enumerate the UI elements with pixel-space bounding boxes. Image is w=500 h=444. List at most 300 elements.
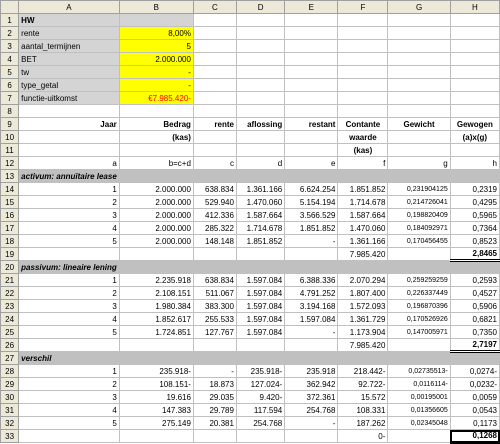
- cell-g10[interactable]: [388, 131, 450, 144]
- cell-g19[interactable]: [388, 248, 450, 261]
- cell-b25[interactable]: 1.724.851: [119, 326, 193, 339]
- cell-a10[interactable]: [19, 131, 120, 144]
- cell-b1[interactable]: [119, 14, 193, 27]
- cell-c3[interactable]: [193, 40, 236, 53]
- cell-f21[interactable]: 2.070.294: [338, 274, 388, 287]
- row-header-28[interactable]: 28: [1, 365, 19, 378]
- cell-c6[interactable]: [193, 79, 236, 92]
- cell-f11[interactable]: (kas): [338, 144, 388, 157]
- select-all-corner[interactable]: [1, 1, 19, 14]
- cell-h13[interactable]: [450, 170, 499, 183]
- cell-c20[interactable]: [193, 261, 236, 274]
- cell-f4[interactable]: [338, 53, 388, 66]
- row-header-11[interactable]: 11: [1, 144, 19, 157]
- row-header-15[interactable]: 15: [1, 196, 19, 209]
- cell-h6[interactable]: [450, 79, 499, 92]
- cell-e4[interactable]: [285, 53, 338, 66]
- cell-a27[interactable]: verschil: [19, 352, 120, 365]
- cell-b20[interactable]: [119, 261, 193, 274]
- cell-c14[interactable]: 638.834: [193, 183, 236, 196]
- cell-f2[interactable]: [338, 27, 388, 40]
- cell-g9[interactable]: Gewicht: [388, 118, 450, 131]
- cell-h28[interactable]: 0,0274-: [450, 365, 499, 378]
- column-header-a[interactable]: A: [19, 1, 120, 14]
- cell-f23[interactable]: 1.572.093: [338, 300, 388, 313]
- cell-h10[interactable]: (a)x(g): [450, 131, 499, 144]
- cell-c33[interactable]: [193, 430, 236, 443]
- cell-b6[interactable]: -: [119, 79, 193, 92]
- cell-c31[interactable]: 29.789: [193, 404, 236, 417]
- cell-f32[interactable]: 187.262: [338, 417, 388, 430]
- cell-g1[interactable]: [388, 14, 450, 27]
- cell-g30[interactable]: 0,00195001: [388, 391, 450, 404]
- cell-g26[interactable]: [388, 339, 450, 352]
- cell-f3[interactable]: [338, 40, 388, 53]
- cell-h5[interactable]: [450, 66, 499, 79]
- cell-f12[interactable]: f: [338, 157, 388, 170]
- cell-e1[interactable]: [285, 14, 338, 27]
- cell-f30[interactable]: 15.572: [338, 391, 388, 404]
- row-header-2[interactable]: 2: [1, 27, 19, 40]
- cell-g2[interactable]: [388, 27, 450, 40]
- cell-h11[interactable]: [450, 144, 499, 157]
- cell-d20[interactable]: [236, 261, 284, 274]
- cell-d14[interactable]: 1.361.166: [236, 183, 284, 196]
- cell-f14[interactable]: 1.851.852: [338, 183, 388, 196]
- cell-c8[interactable]: [193, 105, 236, 118]
- row-header-9[interactable]: 9: [1, 118, 19, 131]
- cell-c25[interactable]: 127.767: [193, 326, 236, 339]
- cell-h27[interactable]: [450, 352, 499, 365]
- row-header-10[interactable]: 10: [1, 131, 19, 144]
- cell-e8[interactable]: [285, 105, 338, 118]
- cell-a19[interactable]: [19, 248, 120, 261]
- cell-h32[interactable]: 0,1173: [450, 417, 499, 430]
- row-header-3[interactable]: 3: [1, 40, 19, 53]
- cell-f25[interactable]: 1.173.904: [338, 326, 388, 339]
- cell-d13[interactable]: [236, 170, 284, 183]
- cell-e6[interactable]: [285, 79, 338, 92]
- cell-b5[interactable]: -: [119, 66, 193, 79]
- cell-f29[interactable]: 92.722-: [338, 378, 388, 391]
- cell-b19[interactable]: [119, 248, 193, 261]
- cell-e13[interactable]: [285, 170, 338, 183]
- cell-h8[interactable]: [450, 105, 499, 118]
- cell-a14[interactable]: 1: [19, 183, 120, 196]
- cell-e29[interactable]: 362.942: [285, 378, 338, 391]
- row-header-19[interactable]: 19: [1, 248, 19, 261]
- cell-b2[interactable]: 8,00%: [119, 27, 193, 40]
- cell-a13[interactable]: activum: annuïtaire lease: [19, 170, 120, 183]
- cell-g33[interactable]: [388, 430, 450, 443]
- cell-e20[interactable]: [285, 261, 338, 274]
- cell-e19[interactable]: [285, 248, 338, 261]
- cell-b21[interactable]: 2.235.918: [119, 274, 193, 287]
- cell-e10[interactable]: [285, 131, 338, 144]
- row-header-6[interactable]: 6: [1, 79, 19, 92]
- cell-g16[interactable]: 0,198820409: [388, 209, 450, 222]
- cell-h30[interactable]: 0,0059: [450, 391, 499, 404]
- cell-b7[interactable]: €7.985.420-: [119, 92, 193, 105]
- cell-h3[interactable]: [450, 40, 499, 53]
- row-header-4[interactable]: 4: [1, 53, 19, 66]
- cell-a18[interactable]: 5: [19, 235, 120, 248]
- cell-a22[interactable]: 2: [19, 287, 120, 300]
- cell-a16[interactable]: 3: [19, 209, 120, 222]
- cell-a23[interactable]: 3: [19, 300, 120, 313]
- cell-a26[interactable]: [19, 339, 120, 352]
- cell-e12[interactable]: e: [285, 157, 338, 170]
- cell-h19[interactable]: 2,8465: [450, 248, 499, 261]
- cell-a30[interactable]: 3: [19, 391, 120, 404]
- cell-b10[interactable]: (kas): [119, 131, 193, 144]
- cell-a9[interactable]: Jaar: [19, 118, 120, 131]
- cell-f33[interactable]: 0-: [338, 430, 388, 443]
- row-header-29[interactable]: 29: [1, 378, 19, 391]
- cell-f24[interactable]: 1.361.729: [338, 313, 388, 326]
- cell-d27[interactable]: [236, 352, 284, 365]
- cell-a17[interactable]: 4: [19, 222, 120, 235]
- row-header-27[interactable]: 27: [1, 352, 19, 365]
- cell-h16[interactable]: 0,5965: [450, 209, 499, 222]
- cell-d16[interactable]: 1.587.664: [236, 209, 284, 222]
- cell-d12[interactable]: d: [236, 157, 284, 170]
- cell-f26[interactable]: 7.985.420: [338, 339, 388, 352]
- column-header-c[interactable]: C: [193, 1, 236, 14]
- row-header-31[interactable]: 31: [1, 404, 19, 417]
- cell-d5[interactable]: [236, 66, 284, 79]
- row-header-16[interactable]: 16: [1, 209, 19, 222]
- cell-d30[interactable]: 9.420-: [236, 391, 284, 404]
- cell-g17[interactable]: 0,184092971: [388, 222, 450, 235]
- cell-d23[interactable]: 1.597.084: [236, 300, 284, 313]
- cell-b12[interactable]: b=c+d: [119, 157, 193, 170]
- cell-d28[interactable]: 235.918-: [236, 365, 284, 378]
- cell-e7[interactable]: [285, 92, 338, 105]
- cell-a3[interactable]: aantal_termijnen: [19, 40, 120, 53]
- cell-h15[interactable]: 0,4295: [450, 196, 499, 209]
- cell-d17[interactable]: 1.714.678: [236, 222, 284, 235]
- cell-e32[interactable]: -: [285, 417, 338, 430]
- cell-d18[interactable]: 1.851.852: [236, 235, 284, 248]
- cell-a20[interactable]: passivum: lineaire lening: [19, 261, 120, 274]
- cell-d31[interactable]: 117.594: [236, 404, 284, 417]
- cell-g13[interactable]: [388, 170, 450, 183]
- cell-a21[interactable]: 1: [19, 274, 120, 287]
- cell-c2[interactable]: [193, 27, 236, 40]
- cell-c10[interactable]: [193, 131, 236, 144]
- cell-b24[interactable]: 1.852.617: [119, 313, 193, 326]
- cell-f10[interactable]: waarde: [338, 131, 388, 144]
- cell-g23[interactable]: 0,196870396: [388, 300, 450, 313]
- cell-a5[interactable]: tw: [19, 66, 120, 79]
- cell-a4[interactable]: BET: [19, 53, 120, 66]
- row-header-13[interactable]: 13: [1, 170, 19, 183]
- cell-b17[interactable]: 2.000.000: [119, 222, 193, 235]
- cell-c13[interactable]: [193, 170, 236, 183]
- cell-a29[interactable]: 2: [19, 378, 120, 391]
- row-header-20[interactable]: 20: [1, 261, 19, 274]
- cell-b15[interactable]: 2.000.000: [119, 196, 193, 209]
- cell-b23[interactable]: 1.980.384: [119, 300, 193, 313]
- cell-h24[interactable]: 0,6821: [450, 313, 499, 326]
- row-header-30[interactable]: 30: [1, 391, 19, 404]
- cell-f8[interactable]: [338, 105, 388, 118]
- cell-c5[interactable]: [193, 66, 236, 79]
- cell-f27[interactable]: [338, 352, 388, 365]
- cell-d25[interactable]: 1.597.084: [236, 326, 284, 339]
- cell-h17[interactable]: 0,7364: [450, 222, 499, 235]
- cell-b28[interactable]: 235.918-: [119, 365, 193, 378]
- cell-e14[interactable]: 6.624.254: [285, 183, 338, 196]
- cell-a32[interactable]: 5: [19, 417, 120, 430]
- cell-a7[interactable]: functie-uitkomst: [19, 92, 120, 105]
- cell-f1[interactable]: [338, 14, 388, 27]
- cell-c9[interactable]: rente: [193, 118, 236, 131]
- cell-g3[interactable]: [388, 40, 450, 53]
- cell-e25[interactable]: -: [285, 326, 338, 339]
- cell-g8[interactable]: [388, 105, 450, 118]
- cell-f15[interactable]: 1.714.678: [338, 196, 388, 209]
- cell-g15[interactable]: 0,214726041: [388, 196, 450, 209]
- row-header-1[interactable]: 1: [1, 14, 19, 27]
- cell-d32[interactable]: 254.768: [236, 417, 284, 430]
- cell-g5[interactable]: [388, 66, 450, 79]
- cell-e33[interactable]: [285, 430, 338, 443]
- cell-h26[interactable]: 2,7197: [450, 339, 499, 352]
- cell-a15[interactable]: 2: [19, 196, 120, 209]
- cell-d10[interactable]: [236, 131, 284, 144]
- cell-f13[interactable]: [338, 170, 388, 183]
- cell-a2[interactable]: rente: [19, 27, 120, 40]
- cell-b8[interactable]: [119, 105, 193, 118]
- cell-d24[interactable]: 1.597.084: [236, 313, 284, 326]
- cell-h25[interactable]: 0,7350: [450, 326, 499, 339]
- cell-c12[interactable]: c: [193, 157, 236, 170]
- cell-e21[interactable]: 6.388.336: [285, 274, 338, 287]
- cell-d33[interactable]: [236, 430, 284, 443]
- cell-h31[interactable]: 0,0543: [450, 404, 499, 417]
- row-header-33[interactable]: 33: [1, 430, 19, 443]
- cell-c1[interactable]: [193, 14, 236, 27]
- row-header-8[interactable]: 8: [1, 105, 19, 118]
- cell-b30[interactable]: 19.616: [119, 391, 193, 404]
- cell-a11[interactable]: [19, 144, 120, 157]
- cell-c15[interactable]: 529.940: [193, 196, 236, 209]
- cell-g28[interactable]: 0,02735513-: [388, 365, 450, 378]
- cell-f31[interactable]: 108.331: [338, 404, 388, 417]
- cell-c30[interactable]: 29.035: [193, 391, 236, 404]
- cell-a28[interactable]: 1: [19, 365, 120, 378]
- cell-h20[interactable]: [450, 261, 499, 274]
- cell-a8[interactable]: [19, 105, 120, 118]
- cell-h7[interactable]: [450, 92, 499, 105]
- cell-e31[interactable]: 254.768: [285, 404, 338, 417]
- cell-g14[interactable]: 0,231904125: [388, 183, 450, 196]
- cell-d9[interactable]: aflossing: [236, 118, 284, 131]
- cell-h23[interactable]: 0,5906: [450, 300, 499, 313]
- cell-c19[interactable]: [193, 248, 236, 261]
- cell-d26[interactable]: [236, 339, 284, 352]
- cell-c29[interactable]: 18.873: [193, 378, 236, 391]
- cell-h1[interactable]: [450, 14, 499, 27]
- cell-h12[interactable]: h: [450, 157, 499, 170]
- cell-d3[interactable]: [236, 40, 284, 53]
- row-header-24[interactable]: 24: [1, 313, 19, 326]
- cell-e24[interactable]: 1.597.084: [285, 313, 338, 326]
- row-header-21[interactable]: 21: [1, 274, 19, 287]
- cell-f18[interactable]: 1.361.166: [338, 235, 388, 248]
- cell-b31[interactable]: 147.383: [119, 404, 193, 417]
- cell-d7[interactable]: [236, 92, 284, 105]
- column-header-d[interactable]: D: [236, 1, 284, 14]
- cell-h14[interactable]: 0,2319: [450, 183, 499, 196]
- cell-e18[interactable]: -: [285, 235, 338, 248]
- cell-c24[interactable]: 255.533: [193, 313, 236, 326]
- cell-e30[interactable]: 372.361: [285, 391, 338, 404]
- cell-g6[interactable]: [388, 79, 450, 92]
- cell-b4[interactable]: 2.000.000: [119, 53, 193, 66]
- cell-h4[interactable]: [450, 53, 499, 66]
- cell-d19[interactable]: [236, 248, 284, 261]
- column-header-h[interactable]: H: [450, 1, 499, 14]
- cell-h9[interactable]: Gewogen: [450, 118, 499, 131]
- cell-e22[interactable]: 4.791.252: [285, 287, 338, 300]
- cell-a1[interactable]: HW: [19, 14, 120, 27]
- cell-g20[interactable]: [388, 261, 450, 274]
- cell-a24[interactable]: 4: [19, 313, 120, 326]
- cell-f6[interactable]: [338, 79, 388, 92]
- cell-d2[interactable]: [236, 27, 284, 40]
- cell-d21[interactable]: 1.597.084: [236, 274, 284, 287]
- cell-c18[interactable]: 148.148: [193, 235, 236, 248]
- column-header-g[interactable]: G: [388, 1, 450, 14]
- cell-d8[interactable]: [236, 105, 284, 118]
- cell-e2[interactable]: [285, 27, 338, 40]
- cell-b29[interactable]: 108.151-: [119, 378, 193, 391]
- cell-c28[interactable]: -: [193, 365, 236, 378]
- cell-f22[interactable]: 1.807.400: [338, 287, 388, 300]
- cell-b27[interactable]: [119, 352, 193, 365]
- cell-d29[interactable]: 127.024-: [236, 378, 284, 391]
- cell-f5[interactable]: [338, 66, 388, 79]
- row-header-26[interactable]: 26: [1, 339, 19, 352]
- cell-h22[interactable]: 0,4527: [450, 287, 499, 300]
- cell-b9[interactable]: Bedrag: [119, 118, 193, 131]
- cell-g24[interactable]: 0,170526926: [388, 313, 450, 326]
- cell-e28[interactable]: 235.918: [285, 365, 338, 378]
- cell-a12[interactable]: a: [19, 157, 120, 170]
- cell-g32[interactable]: 0,02345048: [388, 417, 450, 430]
- cell-c4[interactable]: [193, 53, 236, 66]
- cell-h2[interactable]: [450, 27, 499, 40]
- cell-h21[interactable]: 0,2593: [450, 274, 499, 287]
- row-header-17[interactable]: 17: [1, 222, 19, 235]
- cell-e9[interactable]: restant: [285, 118, 338, 131]
- cell-b11[interactable]: [119, 144, 193, 157]
- cell-c32[interactable]: 20.381: [193, 417, 236, 430]
- cell-a33[interactable]: [19, 430, 120, 443]
- cell-e15[interactable]: 5.154.194: [285, 196, 338, 209]
- cell-e16[interactable]: 3.566.529: [285, 209, 338, 222]
- cell-h29[interactable]: 0,0232-: [450, 378, 499, 391]
- cell-f17[interactable]: 1.470.060: [338, 222, 388, 235]
- cell-g7[interactable]: [388, 92, 450, 105]
- cell-g31[interactable]: 0,01356605: [388, 404, 450, 417]
- cell-d22[interactable]: 1.597.084: [236, 287, 284, 300]
- cell-e11[interactable]: [285, 144, 338, 157]
- cell-f28[interactable]: 218.442-: [338, 365, 388, 378]
- cell-h33[interactable]: 0,1268: [450, 430, 499, 443]
- cell-d1[interactable]: [236, 14, 284, 27]
- cell-a25[interactable]: 5: [19, 326, 120, 339]
- cell-b26[interactable]: [119, 339, 193, 352]
- cell-c11[interactable]: [193, 144, 236, 157]
- cell-e3[interactable]: [285, 40, 338, 53]
- cell-b32[interactable]: 275.149: [119, 417, 193, 430]
- row-header-18[interactable]: 18: [1, 235, 19, 248]
- cell-b13[interactable]: [119, 170, 193, 183]
- cell-c16[interactable]: 412.336: [193, 209, 236, 222]
- cell-c22[interactable]: 511.067: [193, 287, 236, 300]
- row-header-12[interactable]: 12: [1, 157, 19, 170]
- row-header-23[interactable]: 23: [1, 300, 19, 313]
- row-header-25[interactable]: 25: [1, 326, 19, 339]
- cell-f19[interactable]: 7.985.420: [338, 248, 388, 261]
- row-header-22[interactable]: 22: [1, 287, 19, 300]
- cell-g18[interactable]: 0,170456455: [388, 235, 450, 248]
- column-header-b[interactable]: B: [119, 1, 193, 14]
- cell-g29[interactable]: 0,0116114-: [388, 378, 450, 391]
- cell-a31[interactable]: 4: [19, 404, 120, 417]
- cell-b18[interactable]: 2.000.000: [119, 235, 193, 248]
- row-header-7[interactable]: 7: [1, 92, 19, 105]
- cell-g22[interactable]: 0,226337449: [388, 287, 450, 300]
- cell-d4[interactable]: [236, 53, 284, 66]
- cell-f9[interactable]: Contante: [338, 118, 388, 131]
- cell-c23[interactable]: 383.300: [193, 300, 236, 313]
- column-header-f[interactable]: F: [338, 1, 388, 14]
- column-header-e[interactable]: E: [285, 1, 338, 14]
- row-header-14[interactable]: 14: [1, 183, 19, 196]
- cell-e27[interactable]: [285, 352, 338, 365]
- row-header-32[interactable]: 32: [1, 417, 19, 430]
- cell-f7[interactable]: [338, 92, 388, 105]
- cell-g12[interactable]: g: [388, 157, 450, 170]
- cell-g27[interactable]: [388, 352, 450, 365]
- row-header-5[interactable]: 5: [1, 66, 19, 79]
- cell-g4[interactable]: [388, 53, 450, 66]
- cell-e26[interactable]: [285, 339, 338, 352]
- cell-c7[interactable]: [193, 92, 236, 105]
- cell-f16[interactable]: 1.587.664: [338, 209, 388, 222]
- cell-d11[interactable]: [236, 144, 284, 157]
- cell-d6[interactable]: [236, 79, 284, 92]
- cell-c26[interactable]: [193, 339, 236, 352]
- cell-b16[interactable]: 2.000.000: [119, 209, 193, 222]
- cell-h18[interactable]: 0,8523: [450, 235, 499, 248]
- cell-g11[interactable]: [388, 144, 450, 157]
- cell-b3[interactable]: 5: [119, 40, 193, 53]
- cell-b33[interactable]: [119, 430, 193, 443]
- cell-d15[interactable]: 1.470.060: [236, 196, 284, 209]
- cell-c17[interactable]: 285.322: [193, 222, 236, 235]
- cell-e17[interactable]: 1.851.852: [285, 222, 338, 235]
- cell-g25[interactable]: 0,147005971: [388, 326, 450, 339]
- cell-a6[interactable]: type_getal: [19, 79, 120, 92]
- cell-g21[interactable]: 0,259259259: [388, 274, 450, 287]
- cell-c21[interactable]: 638.834: [193, 274, 236, 287]
